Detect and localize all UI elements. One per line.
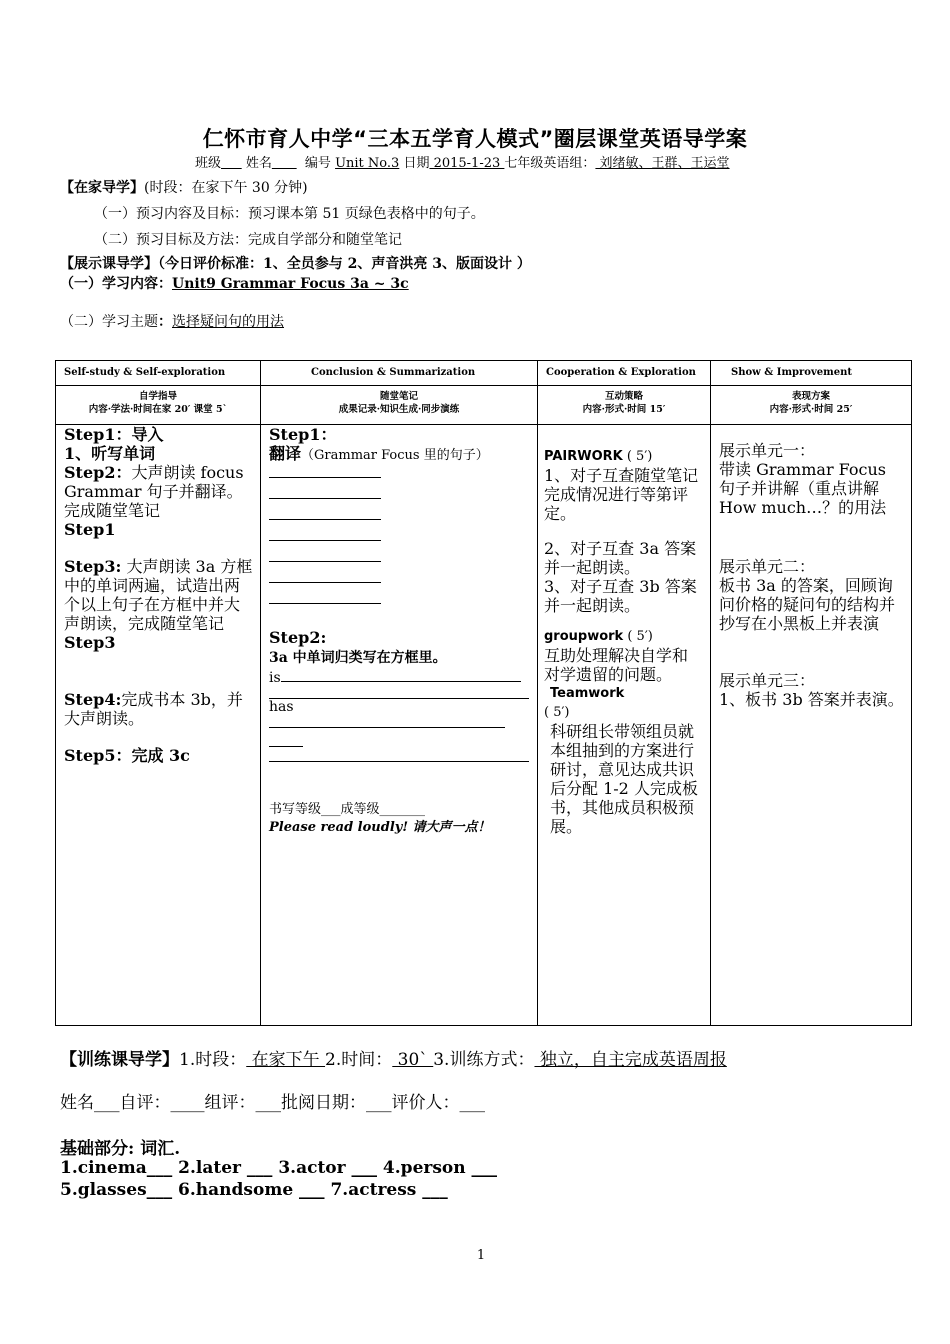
subheader-cell: 自学指导 内容·学法·时间在家 20′ 课堂 5` xyxy=(56,386,261,425)
notes-cell: Step1： 翻译（Grammar Focus 里的句子） Step2: 3a 中单词归类写在方框里。 is has 书写等级___成等级_______ Please read loudly! 请大声一点！ xyxy=(261,425,538,1026)
training-line: 【训练课导学】1.时段： 在家下午 2.时间： 30` 3.训练方式： 独立，自主完成英语周报 xyxy=(60,1050,727,1070)
basic-heading: 基础部分: 词汇. xyxy=(60,1139,181,1159)
home-heading-line: 【在家导学】(时段：在家下午 30 分钟) xyxy=(60,180,308,196)
cooperation-cell: PAIRWORK ( 5′) 1、对子互查随堂笔记完成情况进行等第评定。 2、对子互查 3a 答案并一起朗读。 3、对子互查 3b 答案并一起朗读。 groupwork ( 5′) 互助处理解决自学和对学遗留的问题。 Teamwork ( 5′) 科研组长带领组员就本组抽到的方案进行研讨，意见达成共识后分配 1-2 人完成板书，其他成员积极预展。 xyxy=(538,425,711,1026)
evaluation-line: 姓名___自评：____组评：___批阅日期：___评价人：___ xyxy=(60,1093,485,1113)
header-cell: Show & Improvement xyxy=(711,361,912,386)
vocab-line-1: 1.cinema___ 2.later ___ 3.actor ___ 4.person ___ xyxy=(60,1158,498,1178)
page-number: 1 xyxy=(476,1248,486,1263)
translation-blanks xyxy=(269,463,529,604)
header-cell: Cooperation & Exploration xyxy=(538,361,711,386)
header-cell: Self-study & Self-exploration xyxy=(56,361,261,386)
subheader-cell: 随堂笔记 成果记录·知识生成·同步演练 xyxy=(261,386,538,425)
header-cell: Conclusion & Summarization xyxy=(261,361,538,386)
show-cell: 展示单元一： 带读 Grammar Focus 句子并讲解（重点讲解 How much…？的用法 展示单元二： 板书 3a 的答案，回顾询问价格的疑问句的结构并抄写在小黑板上并表演 展示单元三： 1、板书 3b 答案并表演。 xyxy=(711,425,912,1026)
subheader-cell: 互动策略 内容·形式·时间 15′ xyxy=(538,386,711,425)
guide-table xyxy=(55,360,912,1026)
header-info: 班级 姓名 编号 Unit No.3 日期 2015-1-23 七年级英语组： 刘绪敏、王群、王运堂 xyxy=(195,156,730,171)
home-item-2: （二）预习目标及方法：完成自学部分和随堂笔记 xyxy=(94,232,402,248)
show-topic-line: （二）学习主题：选择疑问句的用法 xyxy=(60,314,284,330)
show-content-line: （一）学习内容：Unit9 Grammar Focus 3a ~ 3c xyxy=(60,276,409,292)
home-item-1: （一）预习内容及目标：预习课本第 51 页绿色表格中的句子。 xyxy=(94,206,485,222)
vocab-line-2: 5.glasses___ 6.handsome ___ 7.actress ___ xyxy=(60,1180,448,1200)
show-heading-line: 【展示课导学】（今日评价标准：1、全员参与 2、声音洪亮 3、版面设计 ） xyxy=(60,256,531,272)
self-study-cell: Step1：导入 1、听写单词 Step2：大声朗读 focus Grammar 句子并翻译。完成随堂笔记 Step1 Step3: 大声朗读 3a 方框中的单词两遍，试造出两个以上句子在方框中并大声朗读，完成随堂笔记 Step3 Step4:完成书本 3b，并大声朗读。 Step5：完成 3c xyxy=(56,425,261,1026)
page-title: 仁怀市育人中学“三本五学育人模式”圈层课堂英语导学案 xyxy=(202,127,748,151)
subheader-cell: 表现方案 内容·形式·时间 25′ xyxy=(711,386,912,425)
